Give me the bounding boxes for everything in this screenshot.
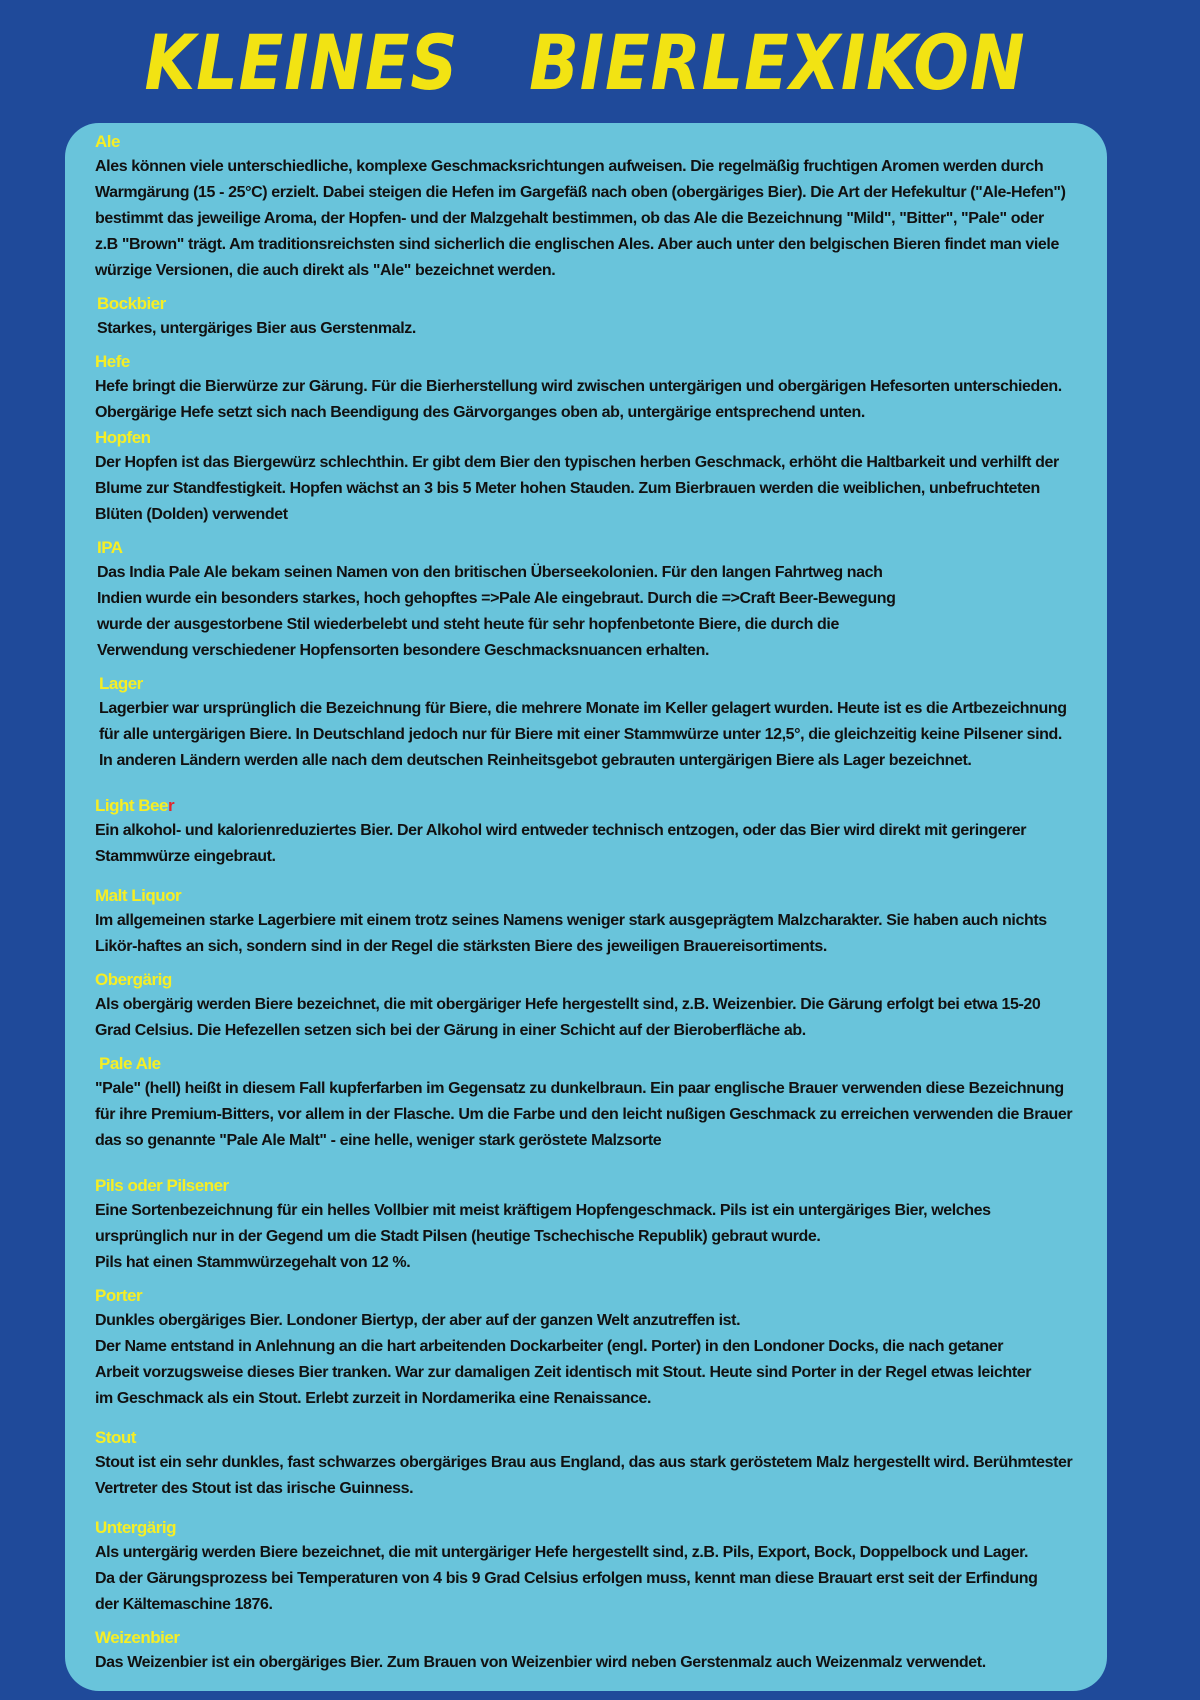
glossary-panel <box>65 123 1107 1691</box>
entry-hefe <box>95 350 1077 426</box>
entry-term: Obergärig <box>95 970 172 989</box>
entry-definition: Dunkles obergäriges Bier. Londoner Biertyp, der aber auf der ganzen Welt anzutreffen ist. Der Name entstand in Anlehnung an die hart arbeitenden Dockarbeiter (engl. Porter) in den Londoner Docks, die nach getaner Arbeit vorzugsweise dieses Bier tranken. War zur damaligen Zeit identisch mit Stout. Heute sind Porter in der Regel etwas leichter im Geschmack als ein Stout. Erlebt zurzeit in Nordamerika eine Renaissance. <box>95 1312 1032 1407</box>
entry-obergaerig <box>95 968 1077 1044</box>
entry-definition: Als untergärig werden Biere bezeichnet, die mit untergäriger Hefe hergestellt sind, z.B. Pils, Export, Bock, Doppelbock und Lager. Da der Gärungsprozess bei Temperaturen von 4 bis 9 Grad Celsius erfolgen muss, kennt man diese Brauart erst seit der Erfindung der Kältemaschine 1876. <box>95 1544 1038 1613</box>
entry-hopfen <box>95 426 1077 528</box>
entry-term: Porter <box>95 1286 143 1305</box>
entry-weizenbier <box>95 1626 1077 1676</box>
entry-pils <box>95 1174 1077 1276</box>
entry-term: Pale Ale <box>99 1054 161 1073</box>
entry-term-main: Light Bee <box>95 796 168 815</box>
entry-term <box>95 794 1077 818</box>
entry-ale <box>95 130 1077 284</box>
entry-definition: Eine Sortenbezeichnung für ein helles Vollbier mit meist kräftigem Hopfengeschmack. Pils ist ein untergäriges Bier, welches ursprünglich nur in der Gegend um die Stadt Pilsen (heutige Tschechische Republik) gebraut wurde. Pils hat einen Stammwürzegehalt von 12 %. <box>95 1202 991 1271</box>
entry-term: Hopfen <box>95 428 151 447</box>
entry-stout <box>95 1426 1077 1502</box>
entry-definition: Stout ist ein sehr dunkles, fast schwarzes obergäriges Brau aus England, das aus stark geröstetem Malz hergestellt wird. Berühmtester Vertreter des Stout ist das irische Guinness. <box>95 1454 1073 1497</box>
entry-term: IPA <box>97 538 123 557</box>
entry-light-beer <box>95 794 1077 870</box>
entry-bockbier <box>95 292 1077 342</box>
entry-term: Malt Liquor <box>95 886 182 905</box>
entry-lager <box>95 672 1077 774</box>
entry-term: Stout <box>95 1428 136 1447</box>
entry-definition: Der Hopfen ist das Biergewürz schlechthin. Er gibt dem Bier den typischen herben Geschmack, erhöht die Haltbarkeit und verhilft der Blume zur Standfestigkeit. Hopfen wächst an 3 bis 5 Meter hohen Stauden. Zum Bierbrauen werden die weiblichen, unbefruchteten Blüten (Dolden) verwendet <box>95 454 1059 523</box>
entry-definition: Das India Pale Ale bekam seinen Namen von den britischen Überseekolonien. Für den langen Fahrtweg nach Indien wurde ein besonders starkes, hoch gehopftes =>Pale Ale eingebraut. Durch die =>Craft Beer-Bewegung wurde der ausgestorbene Stil wiederbelebt und steht heute für sehr hopfenbetonte Biere, die durch die Verwendung verschiedener Hopfensorten besondere Geschmacksnuancen erhalten. <box>97 564 896 659</box>
entry-term-accent: r <box>167 796 175 815</box>
entry-definition: Starkes, untergäriges Bier aus Gerstenmalz. <box>97 320 416 337</box>
entry-pale-ale <box>95 1052 1077 1154</box>
entry-malt-liquor <box>95 884 1077 960</box>
entry-term: Hefe <box>95 352 130 371</box>
entry-porter <box>95 1284 1077 1412</box>
entry-definition: Als obergärig werden Biere bezeichnet, die mit obergäriger Hefe hergestellt sind, z.B. Weizenbier. Die Gärung erfolgt bei etwa 15-20 Grad Celsius. Die Hefezellen setzen sich bei der Gärung in einer Schicht auf der Bieroberfläche ab. <box>95 996 1041 1039</box>
page-title: KLEINES BIERLEXIKON <box>144 18 1026 107</box>
entry-term: Bockbier <box>97 294 166 313</box>
entry-term: Pils oder Pilsener <box>95 1176 229 1195</box>
entry-definition: "Pale" (hell) heißt in diesem Fall kupferfarben im Gegensatz zu dunkelbraun. Ein paar englische Brauer verwenden diese Bezeichnung für ihre Premium-Bitters, vor allem in der Flasche. Um die Farbe und den leicht nußigen Geschmack zu erreichen verwenden die Brauer das so genannte "Pale Ale Malt" - eine helle, weniger stark geröstete Malzsorte <box>95 1080 1073 1149</box>
entry-untergaerig <box>95 1516 1077 1618</box>
entry-definition: Lagerbier war ursprünglich die Bezeichnung für Biere, die mehrere Monate im Keller gelagert wurden. Heute ist es die Artbezeichnung für alle untergärigen Biere. In Deutschland jedoch nur für Biere mit einer Stammwürze unter 12,5°, die gleichzeitig keine Pilsener sind. In anderen Ländern werden alle nach dem deutschen Reinheitsgebot gebrauten untergärigen Biere als Lager bezeichnet. <box>99 700 1067 769</box>
entry-term: Weizenbier <box>95 1628 180 1647</box>
entry-term: Untergärig <box>95 1518 176 1537</box>
entry-definition: Das Weizenbier ist ein obergäriges Bier. Zum Brauen von Weizenbier wird neben Gerstenmalz auch Weizenmalz verwendet. <box>95 1654 986 1671</box>
entry-term: Ale <box>95 132 120 151</box>
entry-definition: Hefe bringt die Bierwürze zur Gärung. Für die Bierherstellung wird zwischen untergärigen und obergärigen Hefesorten unterschieden. Obergärige Hefe setzt sich nach Beendigung des Gärvorganges oben ab, untergärige entsprechend unten. <box>95 378 1062 421</box>
entry-definition: Im allgemeinen starke Lagerbiere mit einem trotz seines Namens weniger stark ausgeprägtem Malzcharakter. Sie haben auch nichts Likör-haftes an sich, sondern sind in der Regel die stärksten Biere des jeweiligen Brauereisortiments. <box>95 912 1047 955</box>
entry-definition: Ein alkohol- und kalorienreduziertes Bier. Der Alkohol wird entweder technisch entzogen, oder das Bier wird direkt mit geringerer Stammwürze eingebraut. <box>95 822 1027 865</box>
entry-ipa <box>95 536 1077 664</box>
entry-definition: Ales können viele unterschiedliche, komplexe Geschmacksrichtungen aufweisen. Die regelmäßig fruchtigen Aromen werden durch Warmgärung (15 - 25°C) erzielt. Dabei steigen die Hefen im Gargefäß nach oben (obergäriges Bier). Die Art der Hefekultur ("Ale-Hefen") bestimmt das jeweilige Aroma, der Hopfen- und der Malzgehalt bestimmen, ob das Ale die Bezeichnung "Mild", "Bitter", "Pale" oder z.B "Brown" trägt. Am traditionsreichsten sind sicherlich die englischen Ales. Aber auch unter den belgischen Bieren findet man viele würzige Versionen, die auch direkt als "Ale" bezeichnet werden. <box>95 158 1066 279</box>
entry-term: Lager <box>99 674 143 693</box>
